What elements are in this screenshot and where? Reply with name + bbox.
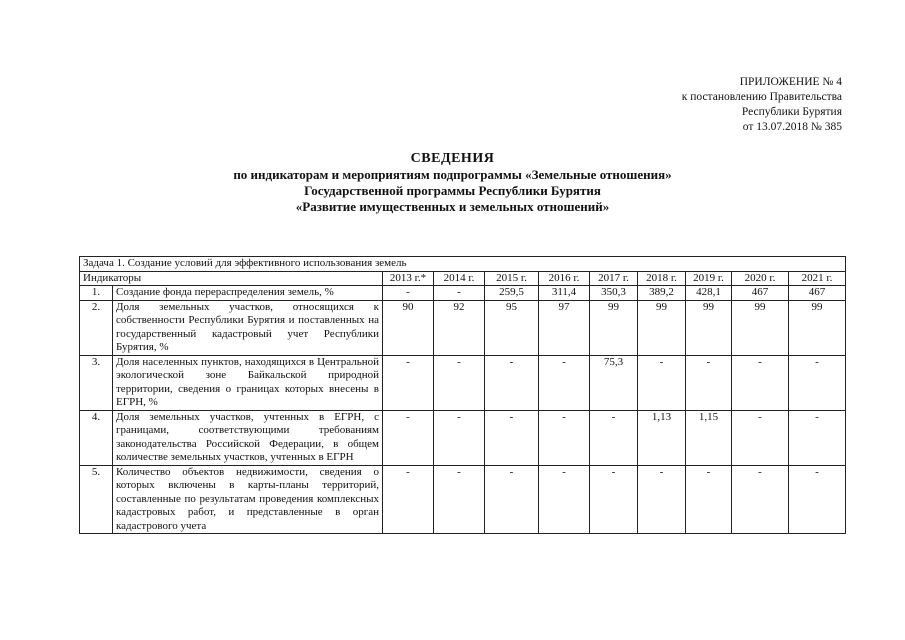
value-cell: - [686,355,732,410]
indicators-table [79,256,846,534]
value-cell: - [485,465,539,534]
value-cell: - [686,465,732,534]
value-cell: 99 [732,300,789,355]
value-cell: - [383,355,434,410]
year-header: 2018 г. [638,271,686,286]
value-cell: 1,13 [638,410,686,465]
value-cell: - [789,465,846,534]
value-cell: 97 [539,300,590,355]
table-row [80,355,846,410]
year-header: 2019 г. [686,271,732,286]
table-row [80,286,846,301]
value-cell: 428,1 [686,286,732,301]
table-row [80,300,846,355]
title-line: Государственной программы Республики Бурятия [304,183,601,198]
value-cell: 259,5 [485,286,539,301]
value-cell: - [383,410,434,465]
value-cell: 92 [434,300,485,355]
year-header: 2016 г. [539,271,590,286]
appendix-line: к постановлению Правительства [681,91,842,103]
value-cell: - [434,465,485,534]
value-cell: 99 [638,300,686,355]
indicator-description: Создание фонда перераспределения земель, % [113,286,383,301]
title-line: «Развитие имущественных и земельных отношений» [295,199,610,214]
year-header: 2015 г. [485,271,539,286]
value-cell: - [732,410,789,465]
value-cell: - [590,465,638,534]
indicators-header: Индикаторы [80,271,383,286]
header-row [80,271,846,286]
value-cell: - [434,355,485,410]
year-header: 2021 г. [789,271,846,286]
appendix-note [682,75,842,135]
value-cell: - [434,410,485,465]
row-number: 3. [80,355,113,410]
value-cell: - [732,355,789,410]
year-header: 2013 г.* [383,271,434,286]
value-cell: 90 [383,300,434,355]
value-cell: - [539,465,590,534]
value-cell: 311,4 [539,286,590,301]
value-cell: 467 [789,286,846,301]
value-cell: - [638,355,686,410]
appendix-line: Республики Бурятия [741,106,842,118]
value-cell: - [539,355,590,410]
value-cell: 389,2 [638,286,686,301]
row-number: 4. [80,410,113,465]
value-cell: - [590,410,638,465]
row-number: 1. [80,286,113,301]
task-row [80,257,846,272]
value-cell: - [434,286,485,301]
value-cell: - [539,410,590,465]
value-cell: 75,3 [590,355,638,410]
table-row [80,465,846,534]
row-number: 5. [80,465,113,534]
value-cell: - [383,286,434,301]
year-header: 2020 г. [732,271,789,286]
value-cell: - [383,465,434,534]
value-cell: 99 [789,300,846,355]
value-cell: - [485,355,539,410]
indicator-description: Количество объектов недвижимости, сведения о которых включены в карты-планы территорий, составленные по результатам проведения комплексных кадастровых работ, и представленные в орган кадастрового учета [113,465,383,534]
value-cell: 467 [732,286,789,301]
year-header: 2017 г. [590,271,638,286]
value-cell: 95 [485,300,539,355]
value-cell: 1,15 [686,410,732,465]
year-header: 2014 г. [434,271,485,286]
task-cell: Задача 1. Создание условий для эффективного использования земель [80,257,846,272]
value-cell: 99 [590,300,638,355]
appendix-line: от 13.07.2018 № 385 [742,121,842,133]
appendix-line: ПРИЛОЖЕНИЕ № 4 [739,76,842,88]
value-cell: - [732,465,789,534]
title-heading: СВЕДЕНИЯ [410,151,495,166]
title-line: по индикаторам и мероприятиям подпрограммы «Земельные отношения» [233,167,672,182]
value-cell: - [485,410,539,465]
row-number: 2. [80,300,113,355]
value-cell: - [789,355,846,410]
value-cell: 350,3 [590,286,638,301]
document-title [0,150,905,215]
table-row [80,410,846,465]
indicator-description: Доля земельных участков, относящихся к собственности Республики Бурятия и поставленных на государственный кадастровый учет Республики Бурятия, % [113,300,383,355]
indicator-description: Доля населенных пунктов, находящихся в Центральной экологической зоне Байкальской природной территории, сведения о границах которых внесены в ЕГРН, % [113,355,383,410]
value-cell: - [789,410,846,465]
indicator-description: Доля земельных участков, учтенных в ЕГРН, с границами, соответствующими требованиям законодательства Российской Федерации, в общем количестве земельных участков, учтенных в ЕГРН [113,410,383,465]
value-cell: - [638,465,686,534]
value-cell: 99 [686,300,732,355]
